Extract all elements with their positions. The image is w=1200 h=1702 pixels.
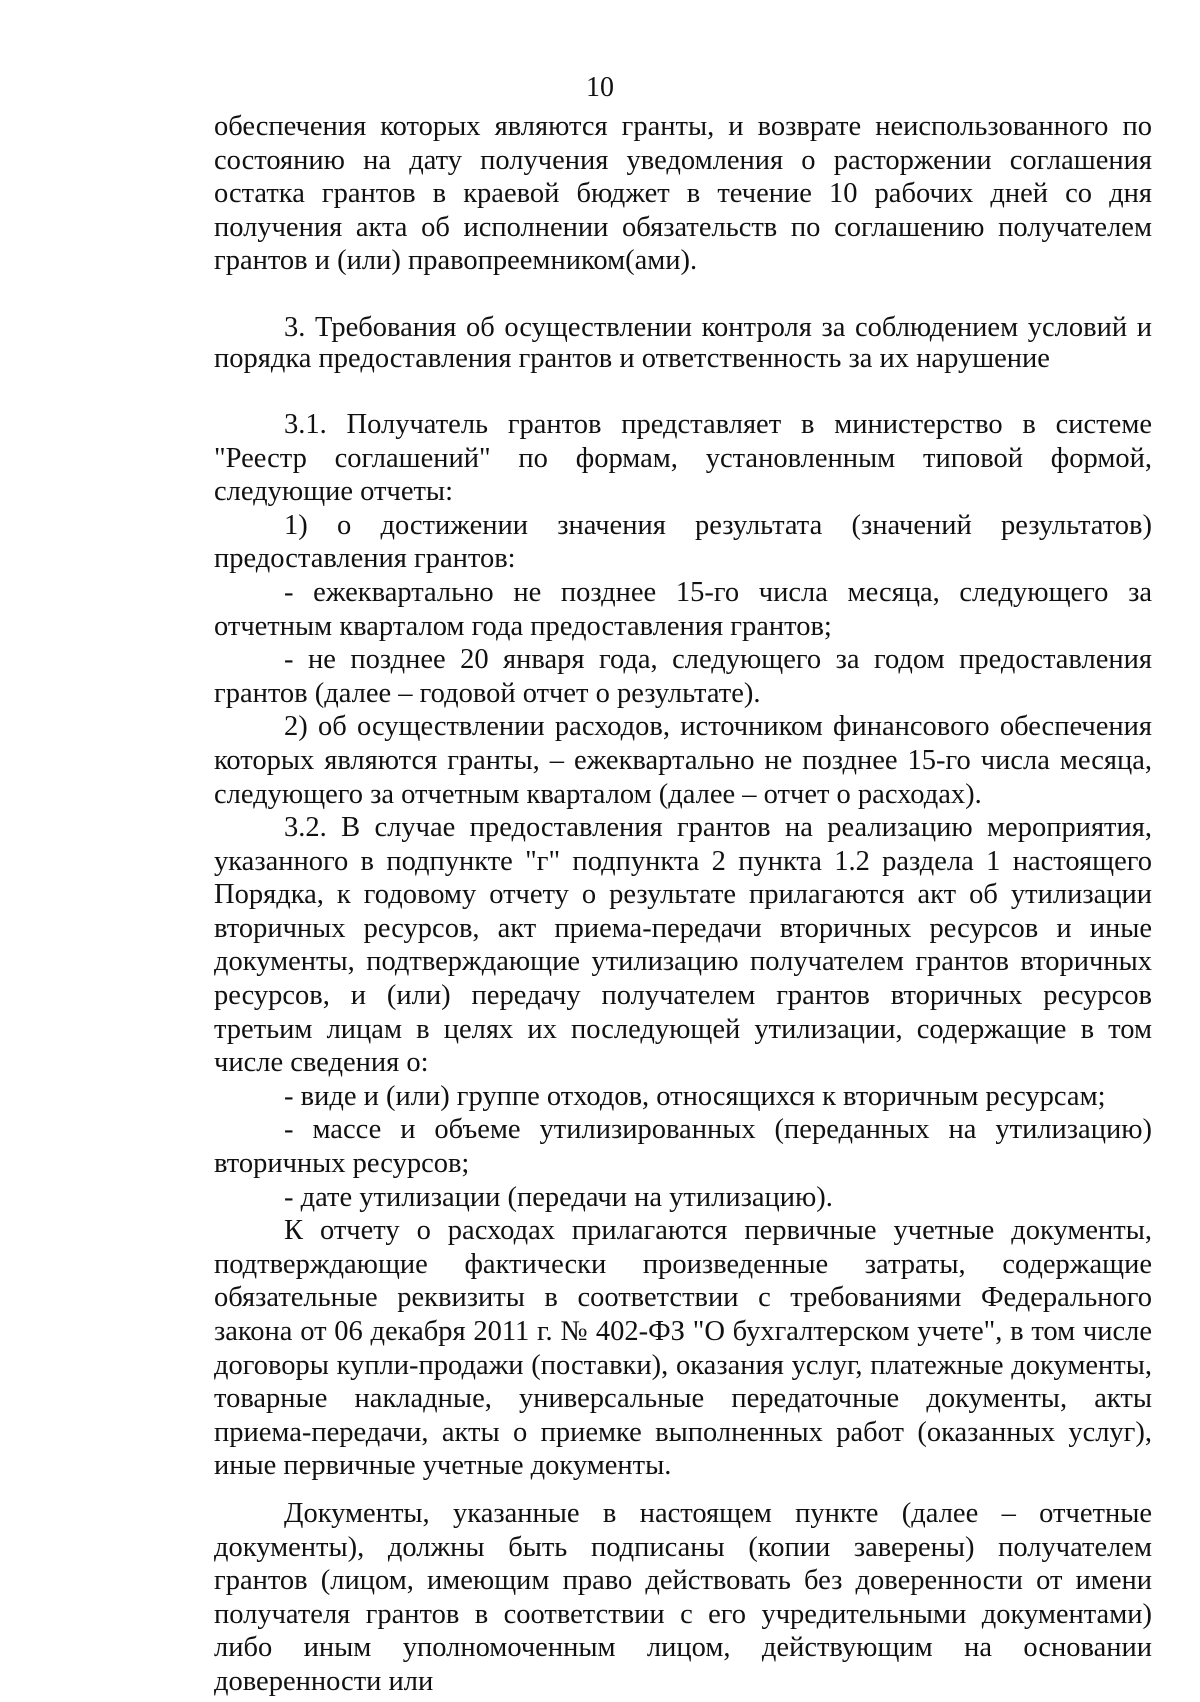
paragraph-waste-type: - виде и (или) группе отходов, относящихся к вторичным ресурсам; [284, 1080, 1106, 1112]
paragraph-continuation: обеспечения которых являются гранты, и возврате неиспользованного по состоянию на дату получения уведомления о расторжении соглашения остатка грантов в краевой бюджет в течение 10 рабочих дней со дня получения акта об исполнении обязательств по соглашению получателем грантов и (или) правопреемником(ами). [214, 111, 1152, 277]
paragraph-report-2: 2) об осуществлении расходов, источником финансового обеспечения которых являются гранты, – ежеквартально не позднее 15-го числа месяца, следующего за отчетным кварталом (далее – отчет о расходах). [214, 711, 1152, 810]
paragraph-report-1: 1) о достижении значения результата (значений результатов) предоставления грантов: [214, 509, 1152, 575]
paragraph-expense-report: К отчету о расходах прилагаются первичные учетные документы, подтверждающие фактически произведенные затраты, содержащие обязательные реквизиты в соответствии с требованиями Федерального закона от 06 декабря 2011 г. № 402-ФЗ "О бухгалтерском учете", в том числе договоры купли-продажи (поставки), оказания услуг, платежные документы, товарные накладные, универсальные передаточные документы, акты приема-передачи, акты о приемке выполненных работ (оказанных услуг), иные первичные учетные документы. [214, 1215, 1152, 1482]
paragraph-mass-volume: - массе и объеме утилизированных (переданных на утилизацию) вторичных ресурсов; [214, 1114, 1152, 1180]
paragraph-3-1: 3.1. Получатель грантов представляет в министерство в системе "Реестр соглашений" по формам, установленным типовой формой, следующие отчеты: [214, 408, 1152, 508]
section-heading: 3. Требования об осуществлении контроля за соблюдением условий и порядка предоставления грантов и ответственность за их нарушение [214, 311, 1152, 374]
document-body [214, 110, 1152, 1699]
paragraph-annual: - не позднее 20 января года, следующего за годом предоставления грантов (далее – годовой отчет о результате). [214, 644, 1152, 709]
paragraph-reporting-documents: Документы, указанные в настоящем пункте (далее – отчетные документы), должны быть подписаны (копии заверены) получателем грантов (лицом, имеющим право действовать без доверенности от имени получателя грантов в соответствии с его учредительными документами) либо иным уполномоченным лицом, действующим на основании доверенности или [214, 1497, 1152, 1697]
paragraph-quarterly: - ежеквартально не позднее 15-го числа месяца, следующего за отчетным кварталом года предоставления грантов; [214, 576, 1152, 642]
page-number: 10 [586, 72, 614, 103]
paragraph-3-2: 3.2. В случае предоставления грантов на реализацию мероприятия, указанного в подпункте "г" подпункта 2 пункта 1.2 раздела 1 настоящего Порядка, к годовому отчету о результате прилагаются акт об утилизации вторичных ресурсов, акт приема-передачи вторичных ресурсов и иные документы, подтверждающие утилизацию получателем грантов вторичных ресурсов, и (или) передачу получателем грантов вторичных ресурсов третьим лицам в целях их последующей утилизации, содержащие в том числе сведения о: [214, 812, 1152, 1079]
paragraph-utilization-date: - дате утилизации (передачи на утилизацию). [284, 1181, 833, 1213]
